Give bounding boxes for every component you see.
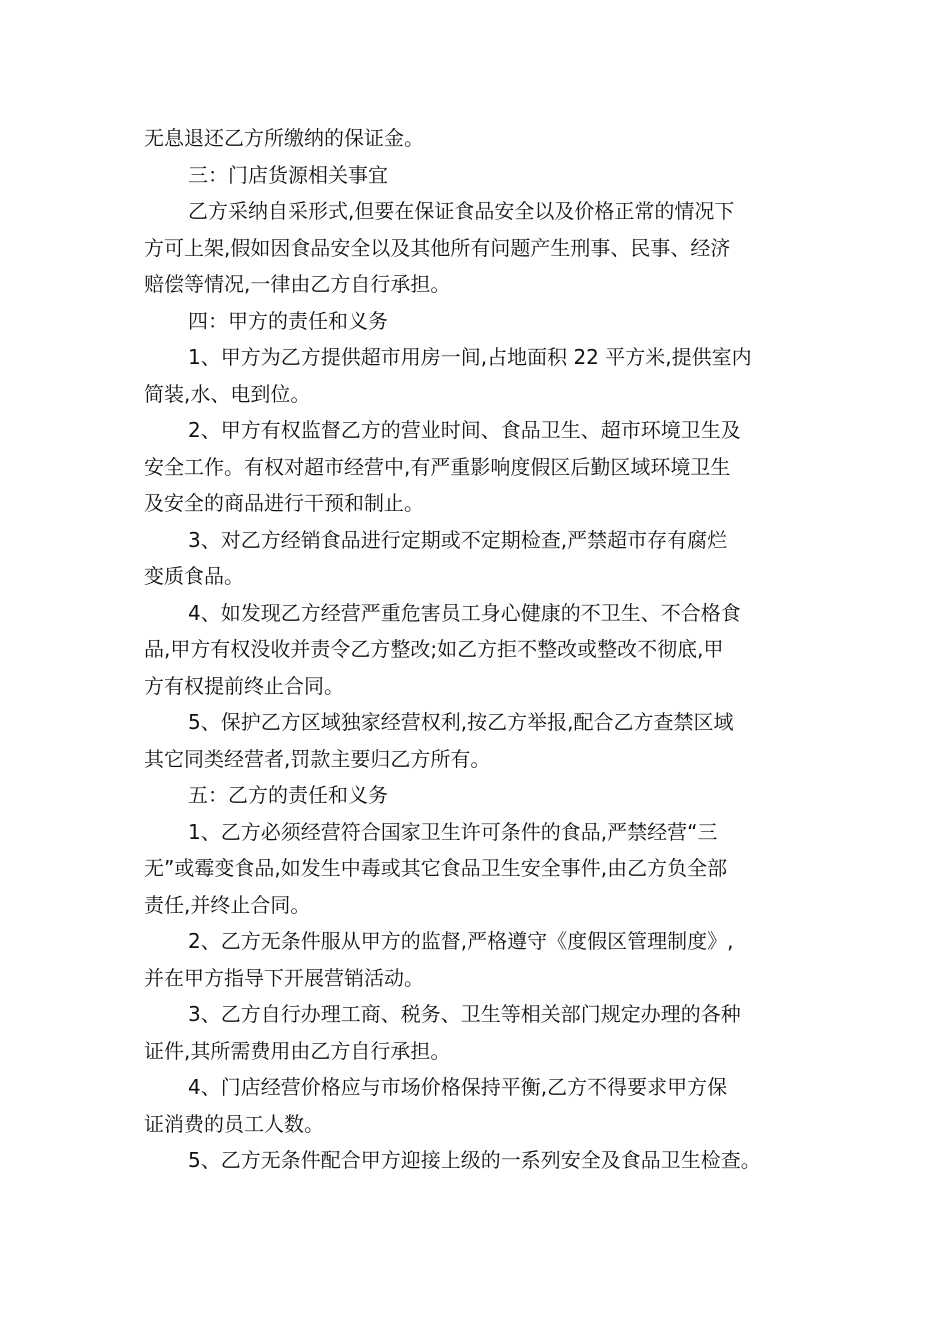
document-line: 无”或霉变食品,如发生中毒或其它食品卫生安全事件,由乙方负全部 bbox=[144, 856, 728, 880]
document-line: 5、乙方无条件配合甲方迎接上级的一系列安全及食品卫生检查。 bbox=[188, 1148, 761, 1172]
document-line: 五：乙方的责任和义务 bbox=[188, 783, 388, 807]
document-line: 其它同类经营者,罚款主要归乙方所有。 bbox=[144, 746, 491, 771]
document-line: 赔偿等情况,一律由乙方自行承担。 bbox=[144, 272, 451, 296]
document-line: 5、保护乙方区域独家经营权利,按乙方举报,配合乙方查禁区域 bbox=[188, 710, 734, 734]
document-line: 4、门店经营价格应与市场价格保持平衡,乙方不得要求甲方保 bbox=[188, 1075, 728, 1099]
document-line: 方可上架,假如因食品安全以及其他所有问题产生刑事、民事、经济 bbox=[144, 235, 731, 260]
document-line: 3、乙方自行办理工商、税务、卫生等相关部门规定办理的各种 bbox=[188, 1002, 741, 1026]
document-line: 及安全的商品进行干预和制止。 bbox=[144, 491, 424, 515]
document-line: 1、乙方必须经营符合国家卫生许可条件的食品,严禁经营“三 bbox=[188, 819, 718, 844]
document-line: 简装,水、电到位。 bbox=[144, 381, 311, 406]
document-body bbox=[144, 120, 820, 1179]
document-line: 4、如发现乙方经营严重危害员工身心健康的不卫生、不合格食 bbox=[188, 600, 741, 625]
document-line: 三：门店货源相关事宜 bbox=[188, 162, 388, 187]
document-line: 3、对乙方经销食品进行定期或不定期检查,严禁超市存有腐烂 bbox=[188, 527, 728, 552]
document-line: 1、甲方为乙方提供超市用房一间,占地面积 22 平方米,提供室内 bbox=[188, 345, 752, 369]
document-line: 无息退还乙方所缴纳的保证金。 bbox=[144, 126, 424, 150]
document-line: 2、甲方有权监督乙方的营业时间、食品卫生、超市环境卫生及 bbox=[188, 418, 741, 442]
document-line: 乙方采纳自采形式,但要在保证食品安全以及价格正常的情况下 bbox=[188, 199, 735, 223]
document-line: 责任,并终止合同。 bbox=[144, 892, 311, 917]
document-line: 并在甲方指导下开展营销活动。 bbox=[144, 965, 424, 990]
document-line: 证消费的员工人数。 bbox=[144, 1111, 324, 1136]
document-line: 四：甲方的责任和义务 bbox=[188, 308, 388, 333]
document-line: 2、乙方无条件服从甲方的监督,严格遵守《度假区管理制度》, bbox=[188, 929, 734, 953]
document-line: 变质食品。 bbox=[144, 564, 244, 588]
document-line: 证件,其所需费用由乙方自行承担。 bbox=[144, 1038, 451, 1063]
document-line: 安全工作。有权对超市经营中,有严重影响度假区后勤区域环境卫生 bbox=[144, 454, 731, 479]
document-line: 方有权提前终止合同。 bbox=[144, 673, 344, 698]
document-line: 品,甲方有权没收并责令乙方整改;如乙方拒不整改或整改不彻底,甲 bbox=[144, 637, 724, 661]
